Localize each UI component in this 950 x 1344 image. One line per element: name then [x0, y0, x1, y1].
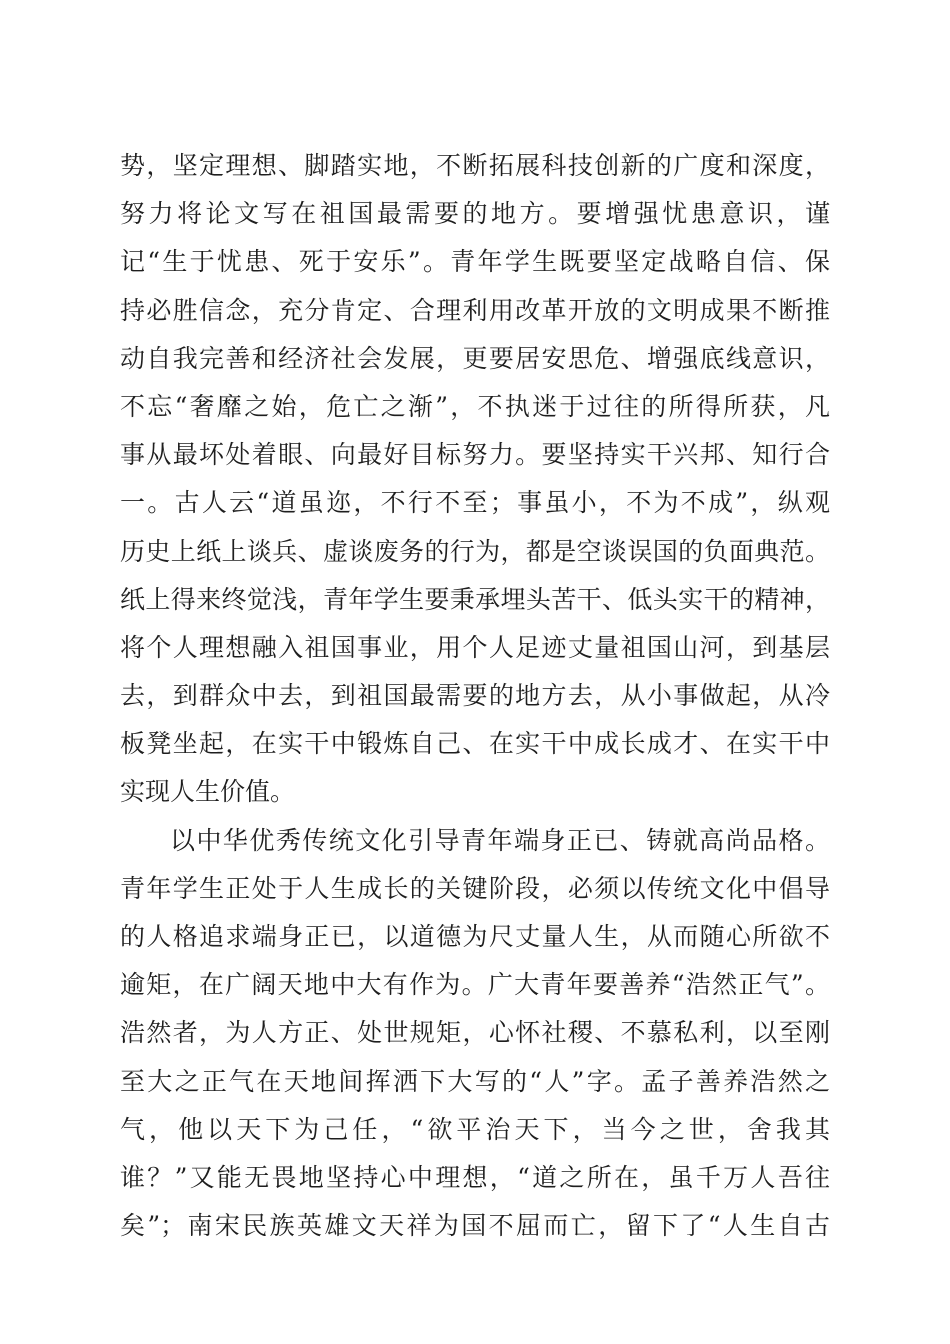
- text-line: 至大之正气在天地间挥洒下大写的“人”字。孟子善养浩然之: [120, 1066, 830, 1096]
- text-line: 浩然者，为人方正、处世规矩，心怀社稷、不慕私利，以至刚: [120, 1018, 830, 1048]
- text-line: 板凳坐起，在实干中锻炼自己、在实干中成长成才、在实干中: [120, 729, 830, 759]
- text-line: 逾矩，在广阔天地中大有作为。广大青年要善养“浩然正气”。: [120, 970, 830, 1000]
- text-line: 势，坚定理想、脚踏实地，不断拓展科技创新的广度和深度，: [120, 151, 830, 180]
- text-line: 历史上纸上谈兵、虚谈废务的行为，都是空谈误国的负面典范。: [120, 536, 830, 566]
- text-line: 持必胜信念，充分肯定、合理利用改革开放的文明成果不断推: [120, 295, 830, 325]
- text-line: 将个人理想融入祖国事业，用个人足迹丈量祖国山河，到基层: [120, 632, 830, 662]
- paragraph-new: [120, 817, 830, 1251]
- text-line: 纸上得来终觉浅，青年学生要秉承埋头苦干、低头实干的精神，: [120, 584, 830, 614]
- text-line: 实现人生价值。: [120, 777, 296, 807]
- text-line: 事从最坏处着眼、向最好目标努力。要坚持实干兴邦、知行合: [120, 440, 830, 470]
- text-line: 的人格追求端身正已，以道德为尺丈量人生，从而随心所欲不: [120, 922, 830, 951]
- text-line: 青年学生正处于人生成长的关键阶段，必须以传统文化中倡导: [120, 873, 830, 903]
- text-line: 矣”；南宋民族英雄文天祥为国不屈而亡，留下了“人生自古: [120, 1211, 830, 1241]
- text-line: 气，他以天下为己任，“欲平治天下，当今之世，舍我其: [120, 1114, 830, 1144]
- text-line: 谁？”又能无畏地坚持心中理想，“道之所在，虽千万人吾往: [120, 1162, 830, 1192]
- paragraph-continuation: [120, 142, 830, 817]
- text-line: 以中华优秀传统文化引导青年端身正已、铸就高尚品格。: [170, 825, 830, 855]
- text-line: 动自我完善和经济社会发展，更要居安思危、增强底线意识，: [120, 343, 830, 373]
- body-text: [120, 142, 830, 1250]
- text-line: 一。古人云“道虽迩，不行不至；事虽小，不为不成”，纵观: [120, 488, 830, 518]
- text-line: 记“生于忧患、死于安乐”。青年学生既要坚定战略自信、保: [120, 247, 830, 277]
- text-line: 不忘“奢靡之始，危亡之渐”，不执迷于过往的所得所获，凡: [120, 391, 830, 421]
- text-line: 去，到群众中去，到祖国最需要的地方去，从小事做起，从冷: [120, 681, 830, 711]
- text-line: 努力将论文写在祖国最需要的地方。要增强忧患意识，谨: [120, 199, 830, 229]
